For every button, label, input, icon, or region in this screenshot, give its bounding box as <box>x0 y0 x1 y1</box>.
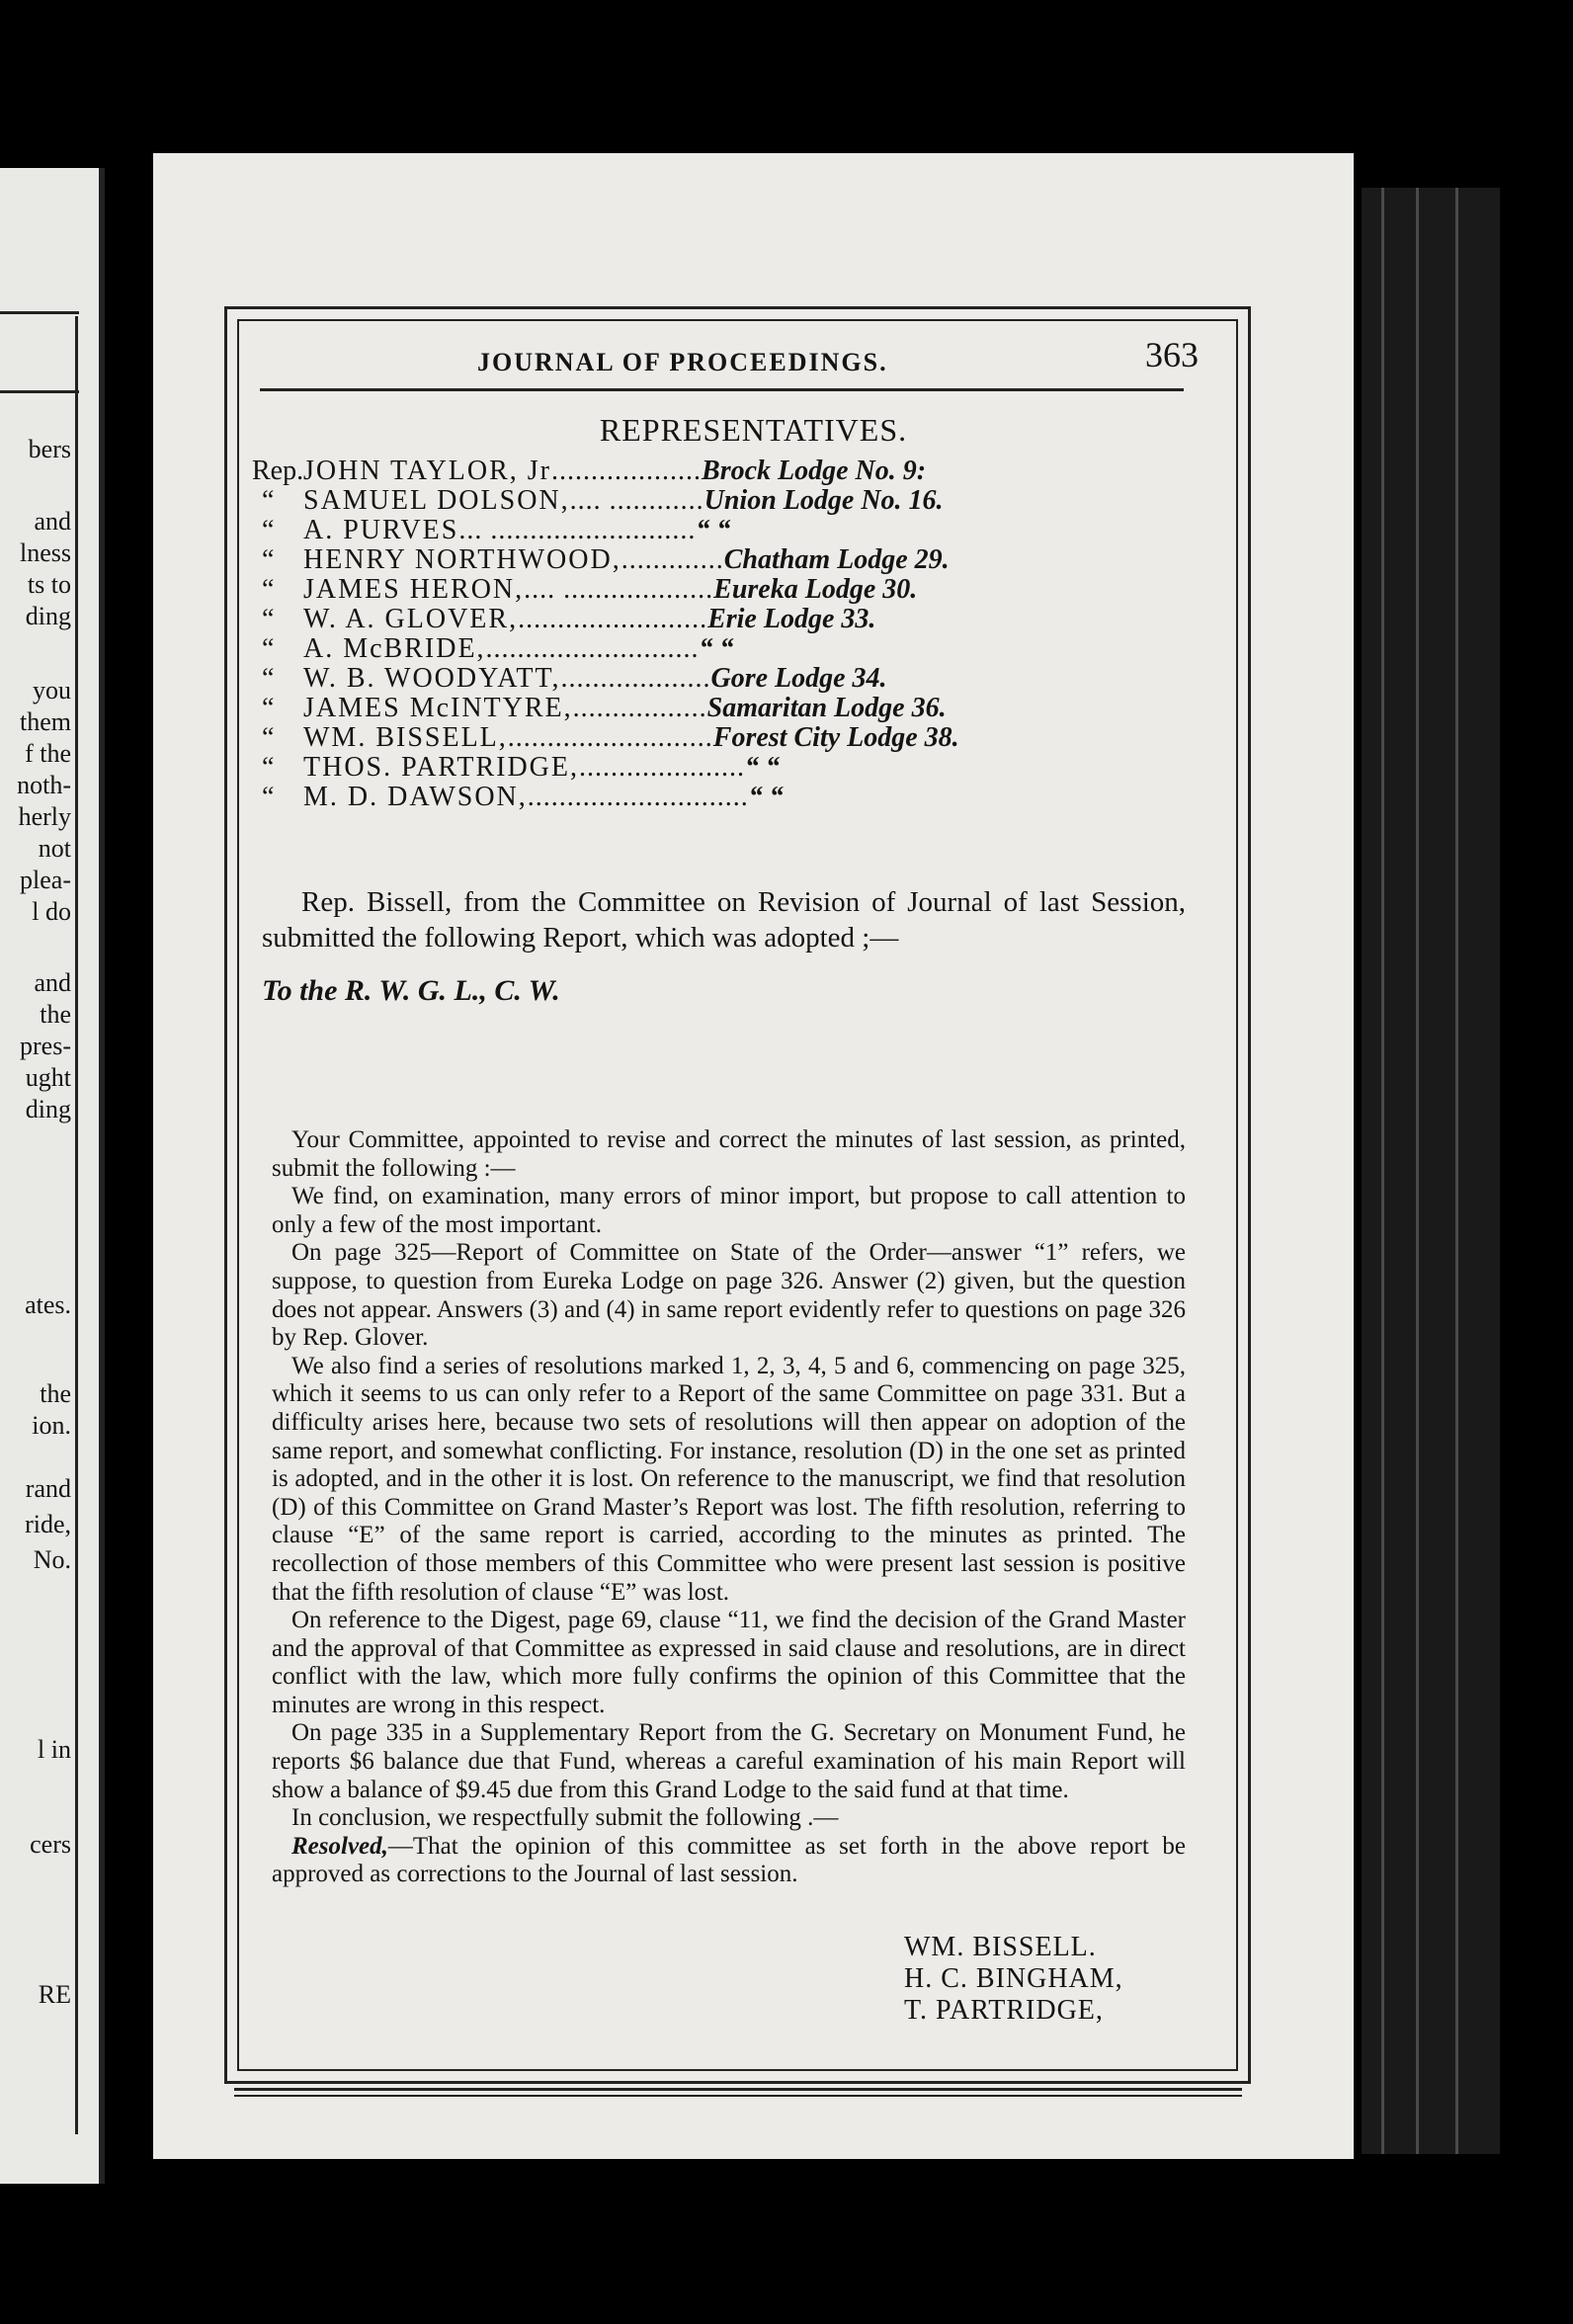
report-body <box>272 1126 1186 1889</box>
rep-prefix: “ <box>262 485 275 516</box>
rep-prefix: Rep. <box>252 456 304 486</box>
facing-page-fragment: you <box>33 676 71 705</box>
body-paragraph: On page 325—Report of Committee on State of the Order—answer “1” refers, we suppose, to question from Eureka Lodge on page 326. Answer (2) given, but the question does not appear. Answers (3) and (4) in same report evidently refer to questions on page 326 by Rep. Glover. <box>272 1239 1186 1352</box>
facing-page-fragment: the <box>40 1000 71 1029</box>
facing-page-fragment: ding <box>25 1095 71 1123</box>
rep-prefix: “ <box>262 722 275 753</box>
rep-prefix: “ <box>262 633 275 664</box>
leader-dots: ... .......................... <box>458 515 697 545</box>
resolved-paragraph <box>272 1833 1186 1889</box>
signature: T. PARTRIDGE, <box>904 1995 1104 2026</box>
facing-page-fragment: and <box>34 507 71 536</box>
signatures <box>904 1932 1123 2027</box>
facing-page-fragment: ding <box>25 602 71 630</box>
rep-lodge: Union Lodge No. 16. <box>704 485 944 516</box>
facing-page-fragment: them <box>20 707 71 736</box>
leader-dots: ............. <box>621 544 724 575</box>
facing-page-fragment: and <box>34 968 71 997</box>
rep-prefix: “ <box>262 515 275 545</box>
leader-dots: ........................ <box>518 604 708 634</box>
resolved-text: —That the opinion of this committee as set forth in the above report be approved as corrections to the Journal of last session. <box>272 1832 1186 1888</box>
body-paragraph: We find, on examination, many errors of minor import, but propose to call attention to only a few of the most important. <box>272 1183 1186 1238</box>
rep-name: HENRY NORTHWOOD, <box>303 544 621 575</box>
facing-page-fragment: pres- <box>20 1032 71 1060</box>
rep-lodge: Samaritan Lodge 36. <box>706 693 947 723</box>
leader-dots: .......................... <box>507 722 713 753</box>
representative-row <box>252 782 1240 811</box>
rep-name: JAMES McINTYRE, <box>303 693 573 723</box>
rep-name: JAMES HERON, <box>303 574 525 605</box>
representatives-list <box>252 456 1240 811</box>
facing-page-fragment: lness <box>20 539 71 567</box>
rep-name: W. B. WOODYATT, <box>303 663 561 694</box>
rep-lodge: “ “ <box>696 515 731 545</box>
signature: WM. BISSELL. <box>904 1932 1097 1962</box>
signature: H. C. BINGHAM, <box>904 1963 1123 1994</box>
rep-prefix: “ <box>262 663 275 694</box>
running-header <box>250 326 1218 385</box>
section-title: REPRESENTATIVES. <box>599 412 908 448</box>
salutation: To the R. W. G. L., C. W. <box>262 974 560 1007</box>
rep-prefix: “ <box>262 752 275 783</box>
rep-prefix: “ <box>262 574 275 605</box>
facing-page-fragment: ates. <box>25 1290 71 1319</box>
facing-page-fragment: plea- <box>20 866 71 894</box>
bottom-rule <box>234 2088 1242 2091</box>
rep-lodge: “ “ <box>699 633 734 664</box>
representative-row <box>252 544 1240 574</box>
page-number: 363 <box>1145 335 1199 374</box>
bottom-rule <box>234 2095 1242 2097</box>
facing-page-fragment: l in <box>38 1735 71 1764</box>
rep-prefix: “ <box>262 544 275 575</box>
facing-page-fragment: rand <box>25 1474 71 1503</box>
journal-page <box>153 153 1354 2159</box>
facing-page-fragment: herly <box>18 802 71 831</box>
facing-page <box>0 168 105 2184</box>
facing-page-fragment: RE <box>38 1980 71 2009</box>
rep-lodge: “ “ <box>748 782 784 812</box>
leader-dots: ................... <box>560 663 711 694</box>
leader-dots: ..................... <box>578 752 745 783</box>
rep-lodge: Brock Lodge No. 9: <box>702 456 927 486</box>
rep-lodge: Forest City Lodge 38. <box>712 722 959 753</box>
facing-page-fragment: noth- <box>17 771 71 799</box>
representative-row <box>252 752 1240 782</box>
rep-name: A. PURVES <box>303 515 459 545</box>
facing-page-fragment: ught <box>25 1063 71 1092</box>
representative-row <box>252 693 1240 722</box>
rep-name: SAMUEL DOLSON, <box>303 485 570 516</box>
representative-row <box>252 633 1240 663</box>
leader-dots: ................. <box>572 693 707 723</box>
rep-lodge: “ “ <box>744 752 780 783</box>
representative-row <box>252 604 1240 633</box>
rep-prefix: “ <box>262 604 275 634</box>
leader-dots: .... ............ <box>569 485 704 516</box>
rep-lodge: Chatham Lodge 29. <box>723 544 950 575</box>
body-paragraph: Your Committee, appointed to revise and correct the minutes of last session, as printed, submit the following :— <box>272 1126 1186 1182</box>
leader-dots: .... ................... <box>524 574 714 605</box>
facing-page-fragment: cers <box>30 1830 71 1859</box>
rep-name: W. A. GLOVER, <box>303 604 519 634</box>
rep-lodge: Eureka Lodge 30. <box>713 574 918 605</box>
facing-page-fragment: not <box>38 834 71 863</box>
rep-lodge: Gore Lodge 34. <box>710 663 887 694</box>
facing-page-fragment: f the <box>25 739 71 768</box>
rep-name: M. D. DAWSON, <box>303 782 528 812</box>
representative-row <box>252 456 1240 485</box>
facing-page-rule <box>0 311 79 314</box>
facing-page-fragment: ion. <box>32 1411 71 1440</box>
leader-dots: ........................... <box>485 633 700 664</box>
facing-page-fragment: l do <box>32 897 71 926</box>
facing-page-fragment: No. <box>33 1545 71 1574</box>
running-title: JOURNAL OF PROCEEDINGS. <box>477 348 888 376</box>
rep-name: WM. BISSELL, <box>303 722 508 753</box>
rep-name: THOS. PARTRIDGE, <box>303 752 579 783</box>
rep-prefix: “ <box>262 693 275 723</box>
representative-row <box>252 722 1240 752</box>
facing-page-fragment: ride, <box>25 1510 71 1538</box>
facing-page-rule <box>0 390 79 393</box>
rep-name: A. McBRIDE, <box>303 633 486 664</box>
representative-row <box>252 485 1240 515</box>
facing-page-fragment: ts to <box>27 570 71 599</box>
rep-prefix: “ <box>262 782 275 812</box>
body-paragraph: In conclusion, we respectfully submit the following .— <box>291 1804 839 1832</box>
book-edge <box>1362 188 1500 2154</box>
header-rule <box>260 388 1184 391</box>
facing-page-border <box>75 316 78 2134</box>
representative-row <box>252 574 1240 604</box>
representative-row <box>252 515 1240 544</box>
body-paragraph: On reference to the Digest, page 69, clause “11, we find the decision of the Grand Master and the approval of that Committee as expressed in said clause and resolutions, are in direct conflict with the law, which more fully confirms the opinion of this Committee that the minutes are wrong in this respect. <box>272 1607 1186 1718</box>
leader-dots: ............................ <box>527 782 749 812</box>
facing-page-fragment: the <box>40 1379 71 1408</box>
facing-page-fragment: bers <box>28 435 71 463</box>
resolved-label: Resolved, <box>291 1832 388 1860</box>
rep-name: JOHN TAYLOR, Jr <box>303 456 552 486</box>
leader-dots: ................... <box>551 456 703 486</box>
body-paragraph: On page 335 in a Supplementary Report from the G. Secretary on Monument Fund, he reports $6 balance due that Fund, whereas a careful examination of his main Report will show a balance of $9.45 due from this Grand Lodge to the said fund at that time. <box>272 1719 1186 1803</box>
representative-row <box>252 663 1240 693</box>
body-paragraph: We also find a series of resolutions marked 1, 2, 3, 4, 5 and 6, commencing on page 325, which it seems to us can only refer to a Report of the same Committee on page 331. But a difficulty arises here, because two sets of resolutions will then appear on adoption of the same report, and somewhat conflicting. For instance, resolution (D) in the one set as printed is adopted, and in the other it is lost. On reference to the manuscript, we find that resolution (D) of this Committee on Grand Master’s Report was lost. The fifth resolution, referring to clause “E” of the same report is carried, according to the minutes as printed. The recollection of those members of this Committee who were present last session is positive that the fifth resolution of clause “E” was lost. <box>272 1352 1186 1606</box>
intro-paragraph: Rep. Bissell, from the Committee on Revision of Journal of last Session, submitted the following Report, which was adopted ;— <box>262 886 1186 954</box>
rep-lodge: Erie Lodge 33. <box>707 604 876 634</box>
